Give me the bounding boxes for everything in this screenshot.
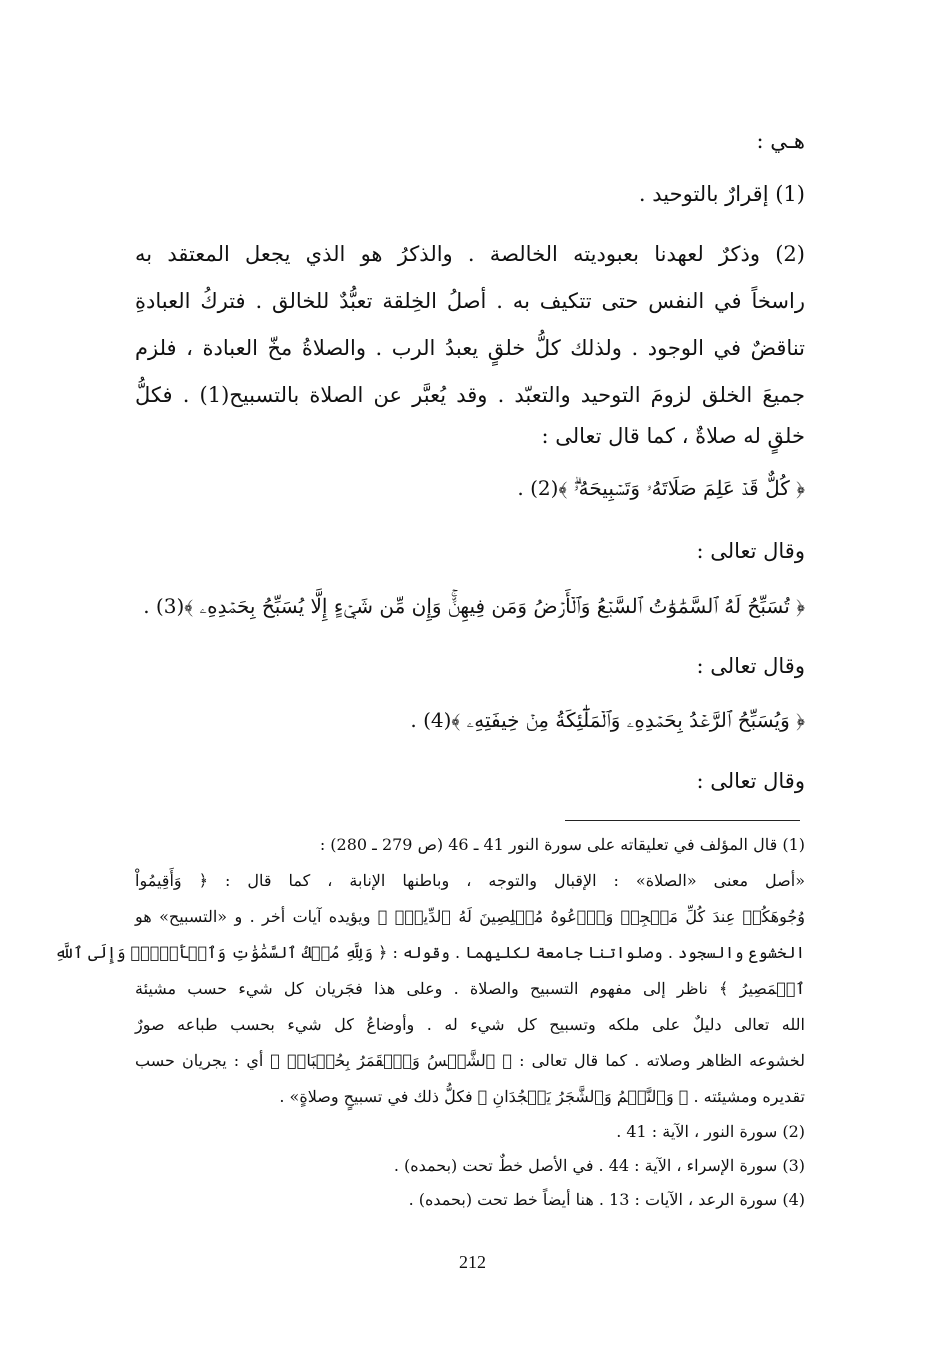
said-line-2: وقال تعالى : [696, 654, 805, 678]
paragraph-line: جميعَ الخلق لزومَ التوحيد والتعبّد . وقد يُعبَّر عن الصلاة بالتسبيح(1) . فكلُّ [135, 383, 805, 407]
paragraph-line: تناقضٌ في الوجود . ولذلك كلُّ خلقٍ يعبدُ الرب . والصلاةُ مخّ العبادة ، فلزم [135, 336, 805, 360]
footnote-1-line: الله تعالى دليلٌ على ملكه وتسبيح كل شيء له . وأوضاعُ كل شيء بحسب طباعه صورٌ [135, 1015, 806, 1034]
paragraph-line: راسخاً في النفس حتى تتكيف به . أصلُ الخِلقة تعبُّدٌ للخالق . فتركُ العبادةِ [135, 289, 805, 313]
said-line-1: وقال تعالى : [696, 539, 805, 563]
footnote-1-line: «أصل معنى «الصلاة» : الإقبال والتوجه ، وباطنها الإنابة ، كما قال : ﴿ وَأَقِيمُواْ [135, 871, 805, 890]
page-number: 212 [459, 1252, 486, 1272]
quran-verse-2: ﴿ تُسَبِّحُ لَهُ ٱلسَّمَٰوَٰتُ ٱلسَّبۡعُ وَٱلۡأَرۡضُ وَمَن فِيهِنَّۚ وَإِن مِّن شَيۡءٍ إِلَّا يُسَبِّحُ بِحَمۡدِهِۦ ﴾(3) . [143, 594, 805, 618]
footnote-1-line: تقديره ومشيئته . ﴿ وَٱلنَّجۡمُ وَٱلشَّجَرُ يَسۡجُدَانِ ﴾ فكلُّ ذلك في تسبيحٍ وصلاةٍ» . [279, 1087, 805, 1106]
footnote-1-line: ٱلۡمَصِيرُ ﴾ ناظر إلى مفهوم التسبيح والصلاة . وعلى هذا فجَريان كل شيء حسب مشيئة [135, 979, 805, 998]
footnote-1-line: لخشوعه الظاهر وصلاته . كما قال تعالى : ﴿ ٱلشَّمۡسُ وَٱلۡقَمَرُ بِحُسۡبَانٖ ﴾ أي : يجريان حسب [135, 1051, 805, 1070]
quran-verse-3: ﴿ وَيُسَبِّحُ ٱلرَّعۡدُ بِحَمۡدِهِۦ وَٱلۡمَلَٰٓئِكَةُ مِنۡ خِيفَتِهِۦ ﴾(4) . [410, 708, 805, 732]
footnote-3: (3) سورة الإسراء ، الآية : 44 . في الأصل خطٌ تحت (بحمده) . [393, 1156, 805, 1175]
footnote-1-line: الخشوع والسجود . وصلواتنا جامعة لكليهما . وقوله : ﴿ وَلِلَّهِ مُلۡكُ ٱلسَّمَٰوَٰتِ وَٱلۡأَرۡضِۖ وَإِلَى ٱللَّهِ [54, 943, 805, 962]
paragraph-line: خلقٍ له صلاةٌ ، كما قال تعالى : [541, 424, 805, 448]
intro-line: هـي : [756, 129, 805, 153]
item-1: (1) إقرارٌ بالتوحيد . [638, 182, 805, 206]
footnote-1-heading: (1) قال المؤلف في تعليقاته على سورة النور 41 ـ 46 (ص 279 ـ 280) : [319, 835, 805, 854]
paragraph-line: (2) وذكرٌ لعهدنا بعبوديته الخالصة . والذكرُ هو الذي يجعل المعتقد به [135, 242, 805, 266]
said-line-3: وقال تعالى : [696, 769, 805, 793]
footnote-4: (4) سورة الرعد ، الآيات : 13 . هنا أيضاً خط تحت (بحمده) . [408, 1190, 805, 1209]
quran-verse-1: ﴿ كُلٌّ قَدۡ عَلِمَ صَلَاتَهُۥ وَتَسۡبِيحَهُۥۗ ﴾(2) . [517, 476, 805, 500]
footnote-1-line: وُجُوهَكُمۡ عِندَ كُلِّ مَسۡجِدٖ وَٱدۡعُوهُ مُخۡلِصِينَ لَهُ ٱلدِّينَۚ ﴾ ويؤيده آيات أخر . و «التسبيح» هو [135, 907, 805, 926]
footnote-separator [565, 820, 800, 821]
footnote-2: (2) سورة النور ، الآية : 41 . [616, 1122, 805, 1141]
